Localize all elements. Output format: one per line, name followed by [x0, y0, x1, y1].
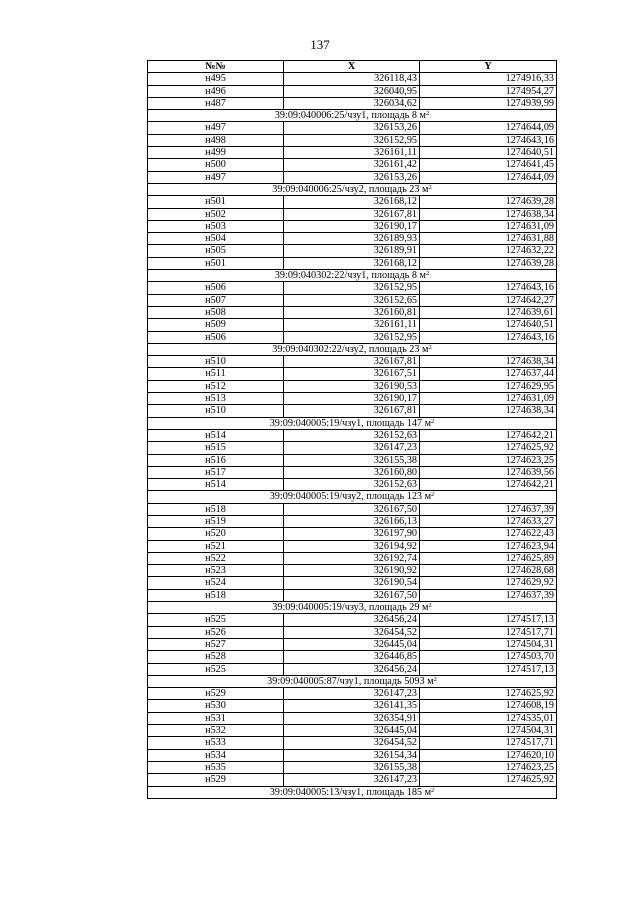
point-number-cell: н514: [148, 479, 284, 491]
table-row: [148, 282, 557, 294]
point-number-cell: н527: [148, 638, 284, 650]
table-row: [148, 442, 557, 454]
point-number-cell: н523: [148, 565, 284, 577]
table-row: [148, 454, 557, 466]
point-number-cell: н524: [148, 577, 284, 589]
table-row: [148, 368, 557, 380]
table-row: [148, 774, 557, 786]
table-row: [148, 712, 557, 724]
table-row: [148, 614, 557, 626]
y-coordinate-cell: 1274639,28: [420, 257, 557, 269]
y-coordinate-cell: 1274631,88: [420, 233, 557, 245]
y-coordinate-cell: 1274625,89: [420, 552, 557, 564]
table-row: [148, 171, 557, 183]
y-coordinate-cell: 1274638,34: [420, 208, 557, 220]
point-number-cell: н533: [148, 737, 284, 749]
area-unit-power: 2: [428, 343, 432, 351]
point-number-cell: н515: [148, 442, 284, 454]
section-row: [148, 110, 557, 122]
x-coordinate-cell: 326190,53: [284, 380, 420, 392]
section-title: [148, 110, 557, 122]
point-number-cell: н528: [148, 651, 284, 663]
point-number-cell: н525: [148, 663, 284, 675]
column-header-x: X: [284, 61, 420, 73]
section-label: 39:09:040005:87/чзу1, площадь 5093: [267, 675, 428, 687]
point-number-cell: н508: [148, 306, 284, 318]
x-coordinate-cell: 326445,04: [284, 725, 420, 737]
x-coordinate-cell: 326034,62: [284, 97, 420, 109]
table-row: [148, 663, 557, 675]
point-number-cell: н520: [148, 528, 284, 540]
table-header-row: [148, 61, 557, 73]
y-coordinate-cell: 1274638,34: [420, 405, 557, 417]
area-unit: м: [422, 183, 429, 195]
point-number-cell: н535: [148, 761, 284, 773]
section-row: [148, 786, 557, 798]
area-unit: м: [419, 110, 426, 122]
x-coordinate-cell: 326446,85: [284, 651, 420, 663]
y-coordinate-cell: 1274622,43: [420, 528, 557, 540]
table-row: [148, 737, 557, 749]
section-label: 39:09:040005:13/чзу1, площадь 185: [269, 786, 425, 798]
x-coordinate-cell: 326167,81: [284, 356, 420, 368]
table-row: [148, 749, 557, 761]
x-coordinate-cell: 326194,92: [284, 540, 420, 552]
x-coordinate-cell: 326147,23: [284, 442, 420, 454]
point-number-cell: н506: [148, 282, 284, 294]
y-coordinate-cell: 1274625,92: [420, 688, 557, 700]
y-coordinate-cell: 1274504,31: [420, 725, 557, 737]
x-coordinate-cell: 326454,52: [284, 737, 420, 749]
x-coordinate-cell: 326118,43: [284, 73, 420, 85]
point-number-cell: н510: [148, 356, 284, 368]
x-coordinate-cell: 326160,81: [284, 306, 420, 318]
table-row: [148, 528, 557, 540]
y-coordinate-cell: 1274629,92: [420, 577, 557, 589]
point-number-cell: н504: [148, 233, 284, 245]
table-row: [148, 638, 557, 650]
y-coordinate-cell: 1274639,61: [420, 306, 557, 318]
table-row: [148, 73, 557, 85]
section-row: [148, 183, 557, 195]
x-coordinate-cell: 326147,23: [284, 774, 420, 786]
table-body: [148, 73, 557, 799]
table-row: [148, 97, 557, 109]
area-unit: м: [422, 343, 429, 355]
x-coordinate-cell: 326161,11: [284, 147, 420, 159]
table-row: [148, 515, 557, 527]
x-coordinate-cell: 326454,52: [284, 626, 420, 638]
x-coordinate-cell: 326167,81: [284, 405, 420, 417]
y-coordinate-cell: 1274632,22: [420, 245, 557, 257]
section-title: [148, 183, 557, 195]
y-coordinate-cell: 1274644,09: [420, 171, 557, 183]
point-number-cell: н497: [148, 122, 284, 134]
table-row: [148, 220, 557, 232]
x-coordinate-cell: 326167,50: [284, 589, 420, 601]
y-coordinate-cell: 1274535,01: [420, 712, 557, 724]
x-coordinate-cell: 326153,26: [284, 171, 420, 183]
table-row: [148, 700, 557, 712]
y-coordinate-cell: 1274641,45: [420, 159, 557, 171]
table-row: [148, 688, 557, 700]
section-label: 39:09:040006:25/чзу1, площадь 8: [274, 110, 420, 122]
section-label: 39:09:040005:19/чзу3, площадь 29: [272, 602, 423, 614]
section-title: [148, 270, 557, 282]
section-label: 39:09:040006:25/чзу2, площадь 23: [272, 183, 423, 195]
table-row: [148, 85, 557, 97]
y-coordinate-cell: 1274916,33: [420, 73, 557, 85]
point-number-cell: н511: [148, 368, 284, 380]
y-coordinate-cell: 1274504,31: [420, 638, 557, 650]
x-coordinate-cell: 326190,54: [284, 577, 420, 589]
x-coordinate-cell: 326152,65: [284, 294, 420, 306]
y-coordinate-cell: 1274644,09: [420, 122, 557, 134]
table-row: [148, 159, 557, 171]
point-number-cell: н518: [148, 589, 284, 601]
x-coordinate-cell: 326161,11: [284, 319, 420, 331]
y-coordinate-cell: 1274623,94: [420, 540, 557, 552]
y-coordinate-cell: 1274628,68: [420, 565, 557, 577]
x-coordinate-cell: 326167,81: [284, 208, 420, 220]
point-number-cell: н531: [148, 712, 284, 724]
section-label: 39:09:040302:22/чзу2, площадь 23: [272, 343, 423, 355]
page-number: 137: [310, 37, 330, 52]
point-number-cell: н512: [148, 380, 284, 392]
y-coordinate-cell: 1274637,39: [420, 589, 557, 601]
y-coordinate-cell: 1274517,13: [420, 614, 557, 626]
section-row: [148, 491, 557, 503]
area-unit: м: [424, 417, 432, 429]
area-unit: м: [427, 675, 434, 687]
area-unit-power: 2: [431, 786, 435, 794]
x-coordinate-cell: 326152,95: [284, 331, 420, 343]
coordinates-table: [147, 60, 557, 799]
table-row: [148, 577, 557, 589]
point-number-cell: н529: [148, 688, 284, 700]
table-row: [148, 331, 557, 343]
x-coordinate-cell: 326160,80: [284, 466, 420, 478]
x-coordinate-cell: 326354,91: [284, 712, 420, 724]
section-title: [148, 343, 557, 355]
x-coordinate-cell: 326168,12: [284, 196, 420, 208]
area-unit-power: 2: [428, 602, 432, 610]
section-row: [148, 417, 557, 429]
table-row: [148, 725, 557, 737]
point-number-cell: н532: [148, 725, 284, 737]
table-row: [148, 589, 557, 601]
area-unit-power: 2: [425, 110, 430, 118]
point-number-cell: н526: [148, 626, 284, 638]
point-number-cell: н534: [148, 749, 284, 761]
section-title: [148, 491, 557, 503]
x-coordinate-cell: 326152,63: [284, 429, 420, 441]
table-row: [148, 651, 557, 663]
x-coordinate-cell: 326152,63: [284, 479, 420, 491]
table-row: [148, 245, 557, 257]
table-row: [148, 306, 557, 318]
area-unit-power: 2: [433, 675, 437, 683]
table-row: [148, 208, 557, 220]
section-title: [148, 786, 557, 798]
x-coordinate-cell: 326167,51: [284, 368, 420, 380]
point-number-cell: н516: [148, 454, 284, 466]
section-title: [148, 675, 557, 687]
area-unit: м: [419, 270, 426, 282]
y-coordinate-cell: 1274638,34: [420, 356, 557, 368]
area-unit: м: [424, 786, 432, 798]
point-number-cell: н501: [148, 257, 284, 269]
y-coordinate-cell: 1274954,27: [420, 85, 557, 97]
point-number-cell: н521: [148, 540, 284, 552]
area-unit: м: [424, 491, 432, 503]
y-coordinate-cell: 1274517,71: [420, 737, 557, 749]
x-coordinate-cell: 326189,91: [284, 245, 420, 257]
point-number-cell: н497: [148, 171, 284, 183]
x-coordinate-cell: 326040,95: [284, 85, 420, 97]
table-row: [148, 405, 557, 417]
point-number-cell: н510: [148, 405, 284, 417]
area-unit-power: 2: [431, 417, 435, 425]
x-coordinate-cell: 326155,38: [284, 454, 420, 466]
y-coordinate-cell: 1274517,71: [420, 626, 557, 638]
y-coordinate-cell: 1274631,09: [420, 220, 557, 232]
x-coordinate-cell: 326147,23: [284, 688, 420, 700]
area-unit-power: 2: [428, 183, 432, 191]
point-number-cell: н503: [148, 220, 284, 232]
area-unit-power: 2: [431, 491, 435, 499]
table-row: [148, 294, 557, 306]
point-number-cell: н509: [148, 319, 284, 331]
y-coordinate-cell: 1274517,13: [420, 663, 557, 675]
point-number-cell: н502: [148, 208, 284, 220]
table-row: [148, 540, 557, 552]
section-label: 39:09:040005:19/чзу1, площадь 147: [269, 417, 425, 429]
point-number-cell: н507: [148, 294, 284, 306]
y-coordinate-cell: 1274642,21: [420, 479, 557, 491]
x-coordinate-cell: 326456,24: [284, 663, 420, 675]
y-coordinate-cell: 1274643,16: [420, 331, 557, 343]
point-number-cell: н530: [148, 700, 284, 712]
section-row: [148, 602, 557, 614]
x-coordinate-cell: 326189,93: [284, 233, 420, 245]
y-coordinate-cell: 1274629,95: [420, 380, 557, 392]
y-coordinate-cell: 1274625,92: [420, 442, 557, 454]
table-row: [148, 565, 557, 577]
y-coordinate-cell: 1274608,19: [420, 700, 557, 712]
table-row: [148, 147, 557, 159]
point-number-cell: н513: [148, 393, 284, 405]
table-row: [148, 466, 557, 478]
y-coordinate-cell: 1274631,09: [420, 393, 557, 405]
table-row: [148, 356, 557, 368]
point-number-cell: н495: [148, 73, 284, 85]
table-row: [148, 134, 557, 146]
x-coordinate-cell: 326167,50: [284, 503, 420, 515]
table-row: [148, 319, 557, 331]
point-number-cell: н514: [148, 429, 284, 441]
point-number-cell: н496: [148, 85, 284, 97]
x-coordinate-cell: 326155,38: [284, 761, 420, 773]
section-title: [148, 417, 557, 429]
point-number-cell: н525: [148, 614, 284, 626]
table-row: [148, 393, 557, 405]
y-coordinate-cell: 1274503,70: [420, 651, 557, 663]
x-coordinate-cell: 326152,95: [284, 134, 420, 146]
point-number-cell: н499: [148, 147, 284, 159]
x-coordinate-cell: 326153,26: [284, 122, 420, 134]
area-unit: м: [422, 602, 429, 614]
section-label: 39:09:040005:19/чзу2, площадь 123: [269, 491, 425, 503]
x-coordinate-cell: 326141,35: [284, 700, 420, 712]
x-coordinate-cell: 326445,04: [284, 638, 420, 650]
point-number-cell: н501: [148, 196, 284, 208]
point-number-cell: н519: [148, 515, 284, 527]
table-row: [148, 503, 557, 515]
point-number-cell: н498: [148, 134, 284, 146]
x-coordinate-cell: 326190,92: [284, 565, 420, 577]
point-number-cell: н529: [148, 774, 284, 786]
section-row: [148, 270, 557, 282]
x-coordinate-cell: 326152,95: [284, 282, 420, 294]
section-title: [148, 602, 557, 614]
point-number-cell: н522: [148, 552, 284, 564]
point-number-cell: н487: [148, 97, 284, 109]
y-coordinate-cell: 1274637,44: [420, 368, 557, 380]
x-coordinate-cell: 326154,34: [284, 749, 420, 761]
section-label: 39:09:040302:22/чзу1, площадь 8: [274, 270, 420, 282]
section-row: [148, 675, 557, 687]
table-row: [148, 552, 557, 564]
table-row: [148, 122, 557, 134]
y-coordinate-cell: 1274639,56: [420, 466, 557, 478]
y-coordinate-cell: 1274623,25: [420, 761, 557, 773]
x-coordinate-cell: 326168,12: [284, 257, 420, 269]
table-row: [148, 380, 557, 392]
y-coordinate-cell: 1274640,51: [420, 319, 557, 331]
column-header-number: №№: [148, 61, 284, 73]
point-number-cell: н500: [148, 159, 284, 171]
x-coordinate-cell: 326190,17: [284, 393, 420, 405]
point-number-cell: н517: [148, 466, 284, 478]
table-row: [148, 257, 557, 269]
y-coordinate-cell: 1274637,39: [420, 503, 557, 515]
table-row: [148, 761, 557, 773]
y-coordinate-cell: 1274633,27: [420, 515, 557, 527]
y-coordinate-cell: 1274642,27: [420, 294, 557, 306]
table-row: [148, 429, 557, 441]
y-coordinate-cell: 1274623,25: [420, 454, 557, 466]
y-coordinate-cell: 1274642,21: [420, 429, 557, 441]
y-coordinate-cell: 1274939,99: [420, 97, 557, 109]
point-number-cell: н518: [148, 503, 284, 515]
area-unit-power: 2: [425, 270, 430, 278]
y-coordinate-cell: 1274640,51: [420, 147, 557, 159]
y-coordinate-cell: 1274620,10: [420, 749, 557, 761]
column-header-y: Y: [420, 61, 557, 73]
y-coordinate-cell: 1274625,92: [420, 774, 557, 786]
table-row: [148, 233, 557, 245]
y-coordinate-cell: 1274643,16: [420, 134, 557, 146]
x-coordinate-cell: 326197,90: [284, 528, 420, 540]
table-row: [148, 479, 557, 491]
x-coordinate-cell: 326192,74: [284, 552, 420, 564]
x-coordinate-cell: 326456,24: [284, 614, 420, 626]
table-row: [148, 196, 557, 208]
y-coordinate-cell: 1274639,28: [420, 196, 557, 208]
table-row: [148, 626, 557, 638]
x-coordinate-cell: 326166,13: [284, 515, 420, 527]
x-coordinate-cell: 326161,42: [284, 159, 420, 171]
section-row: [148, 343, 557, 355]
y-coordinate-cell: 1274643,16: [420, 282, 557, 294]
x-coordinate-cell: 326190,17: [284, 220, 420, 232]
point-number-cell: н506: [148, 331, 284, 343]
point-number-cell: н505: [148, 245, 284, 257]
